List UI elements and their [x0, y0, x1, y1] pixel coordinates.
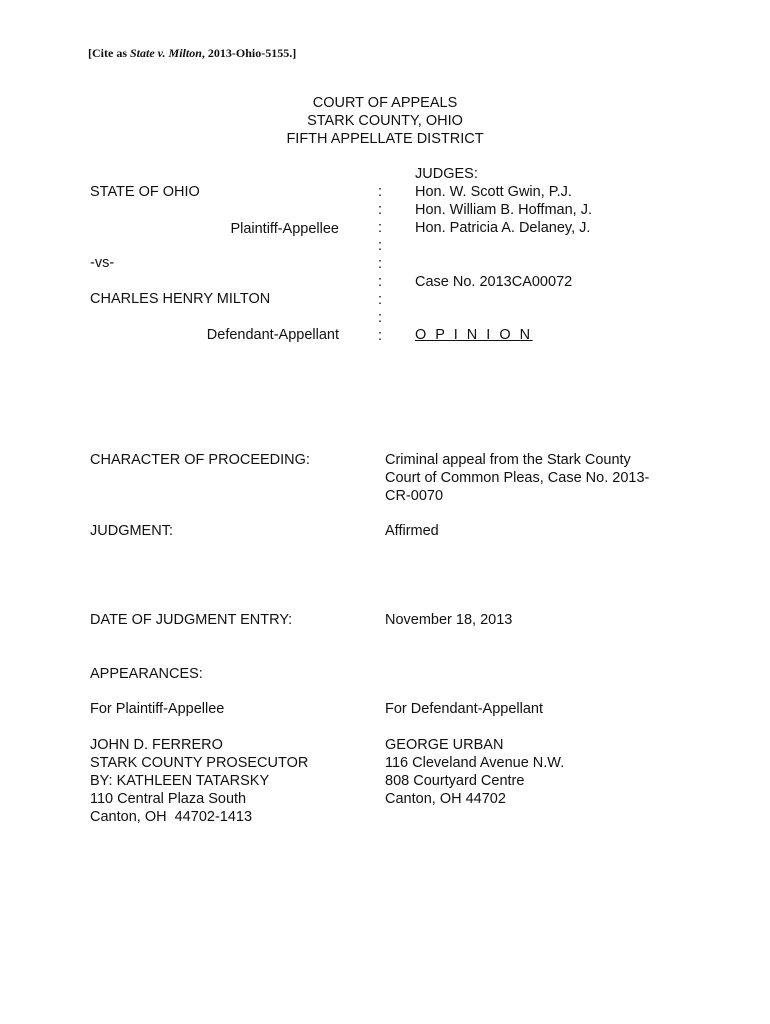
- counsel-line: STARK COUNTY PROSECUTOR: [90, 755, 309, 771]
- citation-prefix: [Cite as: [88, 46, 130, 60]
- proceeding-line: CR-0070: [385, 488, 444, 504]
- counsel-line: 116 Cleveland Avenue N.W.: [385, 755, 565, 771]
- counsel-line: 808 Courtyard Centre: [385, 773, 525, 789]
- counsel-line: Canton, OH 44702: [385, 791, 506, 807]
- plaintiff-counsel-heading: For Plaintiff-Appellee: [90, 701, 225, 717]
- proceeding-label: CHARACTER OF PROCEEDING:: [90, 452, 310, 468]
- caption-colon: :: [377, 220, 383, 236]
- caption-colon: :: [377, 292, 383, 308]
- counsel-line: GEORGE URBAN: [385, 737, 504, 753]
- counsel-line: 110 Central Plaza South: [90, 791, 247, 807]
- proceeding-value: [385, 451, 649, 505]
- citation-case-name: State v. Milton: [130, 46, 202, 60]
- judges-heading: JUDGES:: [415, 166, 478, 182]
- defendant-counsel: [385, 736, 564, 808]
- judgment-label: JUDGMENT:: [90, 523, 173, 539]
- defendant-counsel-heading: For Defendant-Appellant: [385, 701, 543, 717]
- plaintiff-name: STATE OF OHIO: [90, 184, 200, 200]
- case-number: Case No. 2013CA00072: [415, 274, 573, 290]
- counsel-line: Canton, OH 44702-1413: [90, 809, 253, 825]
- caption-colon: :: [377, 274, 383, 290]
- plaintiff-role: Plaintiff-Appellee: [230, 221, 339, 237]
- caption-colon: :: [377, 202, 383, 218]
- versus-label: -vs-: [90, 255, 115, 271]
- caption-colon: :: [377, 238, 383, 254]
- citation-suffix: , 2013-Ohio-5155.]: [201, 46, 297, 60]
- citation: [88, 44, 296, 62]
- judgment-value: Affirmed: [385, 523, 439, 539]
- court-county: STARK COUNTY, OHIO: [307, 113, 463, 129]
- judge-name: Hon. W. Scott Gwin, P.J.: [415, 184, 572, 200]
- judge-name: Hon. William B. Hoffman, J.: [415, 202, 593, 218]
- caption-colon: :: [377, 256, 383, 272]
- judges-panel: [415, 165, 592, 237]
- date-value: November 18, 2013: [385, 612, 513, 628]
- date-label: DATE OF JUDGMENT ENTRY:: [90, 612, 293, 628]
- court-district: FIFTH APPELLATE DISTRICT: [286, 131, 484, 147]
- defendant-role: Defendant-Appellant: [206, 327, 339, 343]
- defendant-name: CHARLES HENRY MILTON: [90, 291, 271, 307]
- court-name: COURT OF APPEALS: [312, 95, 458, 111]
- plaintiff-counsel: [90, 736, 308, 826]
- caption-colon: :: [377, 184, 383, 200]
- appearances-heading: APPEARANCES:: [90, 666, 203, 682]
- opinion-title: O P I N I O N: [415, 327, 533, 343]
- counsel-line: BY: KATHLEEN TATARSKY: [90, 773, 270, 789]
- proceeding-line: Criminal appeal from the Stark County: [385, 452, 631, 468]
- counsel-line: JOHN D. FERRERO: [90, 737, 223, 753]
- proceeding-line: Court of Common Pleas, Case No. 2013-: [385, 470, 650, 486]
- caption-colon: :: [377, 328, 383, 344]
- judge-name: Hon. Patricia A. Delaney, J.: [415, 220, 591, 236]
- caption-colon: :: [377, 310, 383, 326]
